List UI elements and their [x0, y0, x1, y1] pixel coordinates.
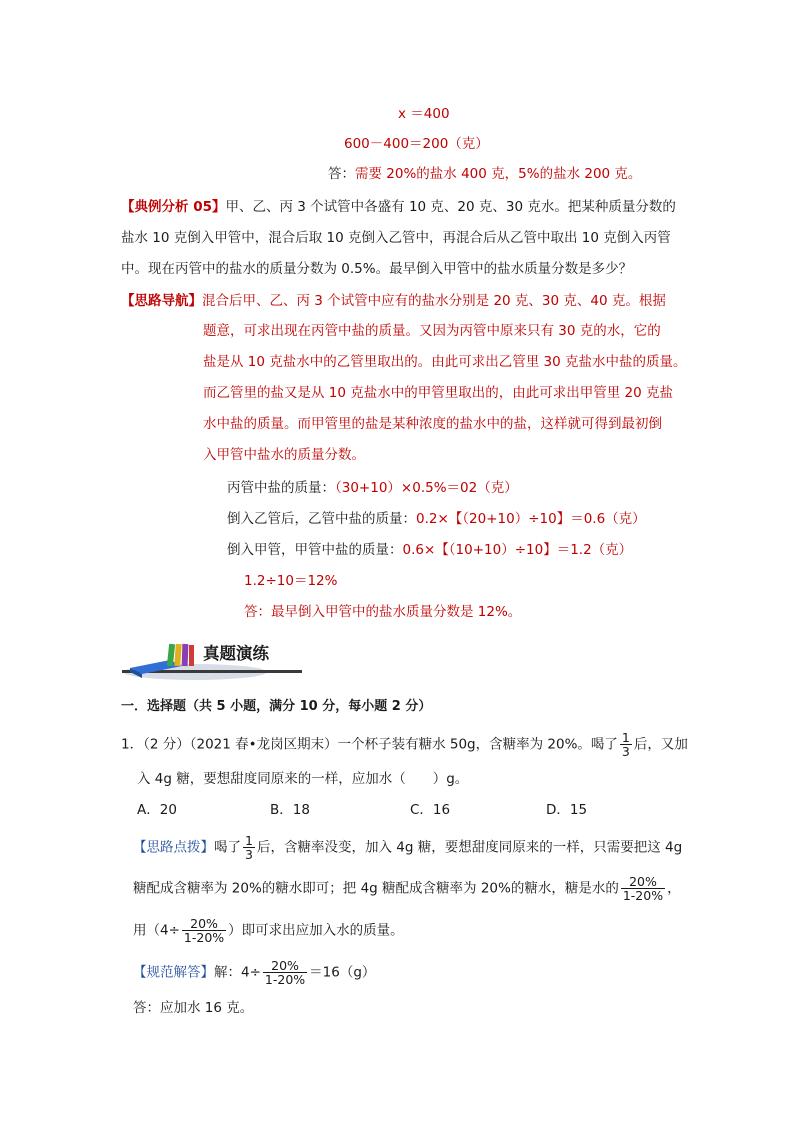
example-tag: 【典例分析 05】 — [121, 199, 226, 215]
answer-line-top — [328, 164, 641, 184]
calc-line-1 — [227, 478, 518, 498]
calc-line-4: 1.2÷10＝12% — [244, 573, 338, 589]
fraction-one-third — [620, 731, 632, 758]
answer-prefix: 答： — [328, 166, 355, 182]
question-stem-b: 后，又加 — [633, 736, 688, 753]
equation-subtraction: 600－400＝200（克） — [344, 136, 489, 152]
solution-line — [133, 959, 375, 986]
fraction-numerator: 1 — [621, 730, 630, 745]
example-text-1: 甲、乙、丙 3 个试管中各盛有 10 克、20 克、30 克水。把某种质量分数的 — [225, 199, 676, 215]
example-line-2: 盐水 10 克倒入甲管中，混合后取 10 克倒入乙管中，再混合后从乙管中取出 10 克倒入丙管 — [121, 230, 671, 246]
hint-line-2 — [133, 875, 681, 902]
guide-line-6: 入甲管中盐水的质量分数。 — [203, 447, 365, 463]
guide-line-1 — [121, 291, 666, 311]
hint-line-2-denominator: 1-20% — [622, 888, 664, 903]
hint-line-2-text: 糖配成含糖率为 20%的糖水即可；把 4g 糖配成含糖率为 20%的糖水，糖是水的 — [133, 880, 619, 897]
option-c: C．16 — [410, 802, 451, 818]
guide-answer: 答：最早倒入甲管中的盐水质量分数是 12%。 — [244, 604, 522, 620]
example-line-3: 中。现在丙管中的盐水的质量分数为 0.5%。最早倒入甲管中的盐水质量分数是多少？ — [121, 261, 633, 277]
calc-2-expr: 0.2×【（20+10）÷10】＝0.6（克） — [416, 511, 646, 527]
books-icon — [120, 634, 420, 684]
calc-2-label: 倒入乙管后，乙管中盐的质量： — [227, 511, 416, 527]
question-stem-a: （2 分）（2021 春•龙岗区期末）一个杯子装有糖水 50g，含糖率为 20%。喝了 — [143, 736, 618, 753]
hint-line-1 — [133, 834, 682, 861]
part-heading: 一．选择题（共 5 小题，满分 10 分，每小题 2 分） — [121, 699, 432, 714]
calc-line-3 — [227, 540, 632, 560]
guide-line-3: 盐是从 10 克盐水中的乙管里取出的。由此可求出乙管里 30 克盐水中盐的质量。 — [203, 354, 687, 370]
guide-tag: 【思路导航】 — [121, 293, 202, 309]
calc-3-label: 倒入甲管，甲管中盐的质量： — [227, 542, 403, 558]
hint-line-2-tail: ， — [667, 880, 681, 897]
hint-line-3-denominator: 1-20% — [183, 930, 225, 945]
solution-tag: 【规范解答】 — [133, 964, 214, 981]
equation-x: x ＝400 — [398, 106, 450, 122]
guide-line-4: 而乙管里的盐又是从 10 克盐水中的甲管里取出的，由此可求出甲管里 20 克盐 — [203, 385, 674, 401]
guide-text-1: 混合后甲、乙、丙 3 个试管中应有的盐水分别是 20 克、30 克、40 克。根据 — [202, 293, 666, 309]
solution-fraction — [263, 959, 307, 986]
solution-text-a: 解：4÷ — [214, 964, 261, 981]
hint-text-a: 喝了 — [214, 839, 241, 856]
hint-text-b: 后，含糖率没变，加入 4g 糖，要想甜度同原来的一样，只需要把这 4g — [256, 839, 683, 856]
hint-line-2-numerator: 20% — [621, 875, 665, 889]
hint-line-3-numerator: 20% — [182, 917, 226, 931]
solution-denominator: 1-20% — [264, 972, 306, 987]
option-b: B．18 — [270, 802, 310, 818]
section-title: 真题演练 — [203, 644, 269, 663]
calc-line-2 — [227, 509, 646, 529]
hint-tag: 【思路点拨】 — [133, 839, 214, 856]
guide-line-5: 水中盐的质量。而甲管里的盐是某种浓度的盐水中的盐，这样就可得到最初倒 — [203, 416, 662, 432]
question-number: 1． — [121, 736, 144, 753]
hint-fraction-numerator: 1 — [245, 833, 253, 848]
question-1-line-1 — [121, 731, 688, 758]
hint-line-2-fraction — [621, 875, 665, 902]
fraction-denominator: 3 — [621, 744, 630, 759]
option-d: D．15 — [546, 802, 588, 818]
hint-line-3 — [133, 917, 404, 944]
calc-1-expr: （30+10）×0.5%＝02（克） — [335, 480, 518, 496]
hint-line-3-tail: ）即可求出应加入水的质量。 — [228, 922, 404, 939]
hint-fraction — [243, 834, 255, 861]
hint-fraction-denominator: 3 — [245, 847, 253, 862]
hint-line-3-text: 用（4÷ — [133, 922, 180, 939]
section-header-graphic — [120, 634, 420, 684]
question-1-line-2: 入 4g 糖，要想甜度同原来的一样，应加水（ ）g。 — [137, 771, 469, 787]
calc-3-expr: 0.6×【（10+10）÷10】＝1.2（克） — [402, 542, 633, 558]
calc-1-label: 丙管中盐的质量： — [227, 480, 335, 496]
solution-text-b: ＝16（g） — [309, 964, 376, 981]
hint-line-3-fraction — [182, 917, 226, 944]
option-a: A．20 — [137, 802, 177, 818]
answer-body: 需要 20%的盐水 400 克，5%的盐水 200 克。 — [355, 166, 642, 182]
guide-line-2: 题意，可求出现在丙管中盐的质量。又因为丙管中原来只有 30 克的水，它的 — [203, 323, 661, 339]
solution-numerator: 20% — [263, 959, 307, 973]
question-1-answer: 答：应加水 16 克。 — [133, 1000, 254, 1016]
example-line-1 — [121, 197, 676, 217]
